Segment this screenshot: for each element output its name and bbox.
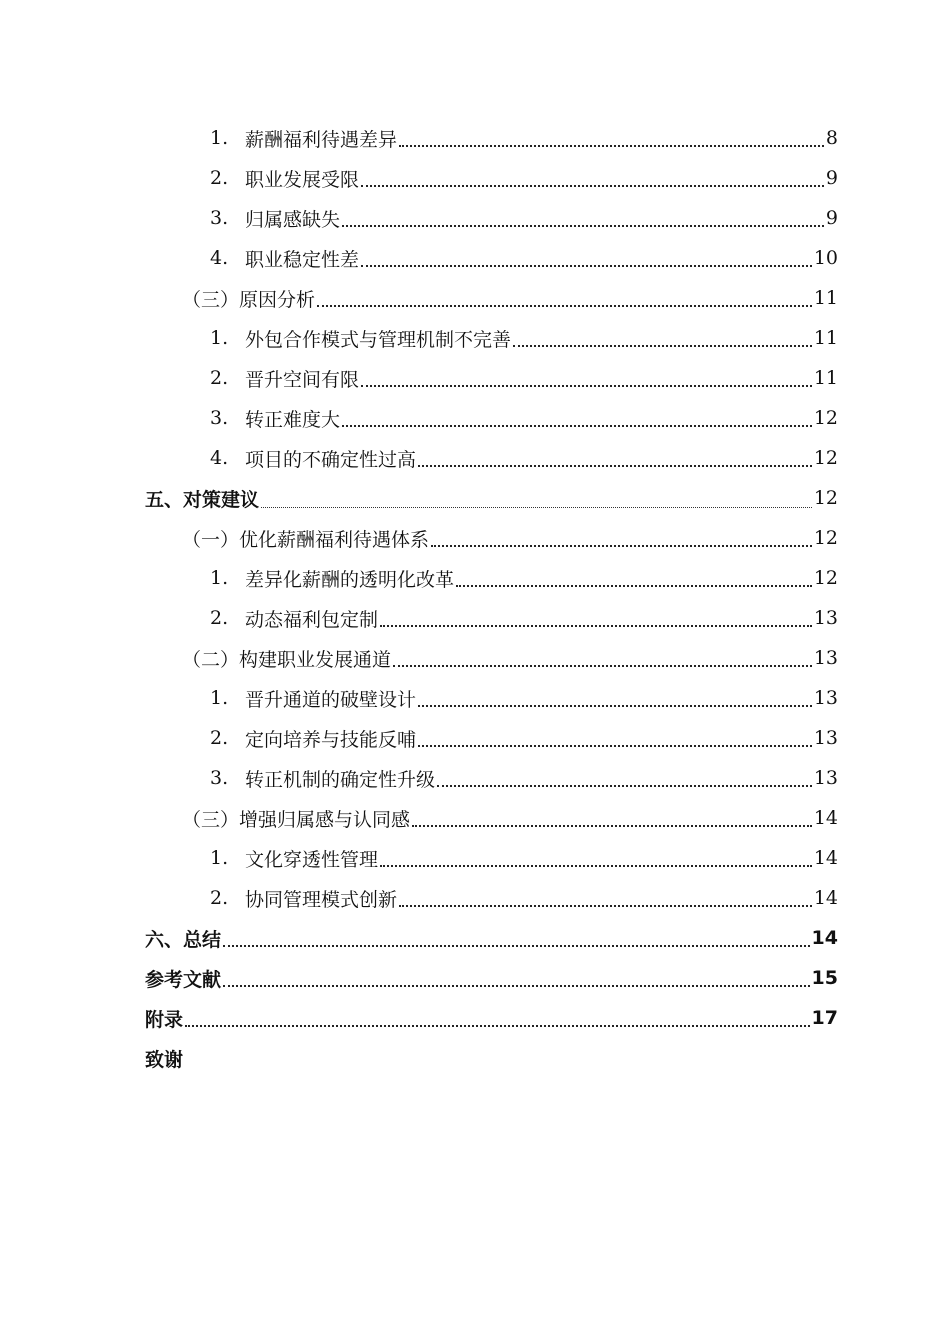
toc-entry[interactable] [210, 838, 838, 878]
toc-dot-leader [418, 745, 812, 747]
toc-entry-title: 协同管理模式创新 [245, 888, 398, 911]
toc-entry[interactable] [210, 118, 838, 158]
toc-dot-leader [361, 265, 812, 267]
toc-entry[interactable] [210, 878, 838, 918]
toc-entry[interactable] [182, 638, 838, 678]
toc-entry-page: 9 [825, 167, 838, 189]
toc-entry-chapter[interactable] [145, 1038, 838, 1078]
toc-dot-leader [361, 185, 824, 187]
toc-entry-title: 晋升通道的破壁设计 [245, 688, 417, 711]
toc-entry[interactable] [182, 798, 838, 838]
toc-dot-leader [223, 945, 810, 947]
toc-dot-leader [393, 665, 812, 667]
toc-entry[interactable] [182, 518, 838, 558]
toc-entry-title: 参考文献 [145, 968, 222, 991]
toc-entry-page: 14 [811, 927, 838, 949]
toc-entry-title: 转正机制的确定性升级 [245, 768, 436, 791]
toc-entry[interactable] [210, 398, 838, 438]
toc-entry[interactable] [210, 318, 838, 358]
toc-entry-number: 1. [210, 127, 229, 149]
toc-entry-chapter[interactable] [145, 478, 838, 518]
toc-dot-leader [418, 465, 812, 467]
toc-entry[interactable] [210, 758, 838, 798]
toc-entry-number: 2. [210, 167, 229, 189]
toc-entry[interactable] [210, 678, 838, 718]
toc-entry-page: 13 [813, 727, 838, 749]
toc-entry-title: （三）原因分析 [182, 288, 316, 311]
toc-entry-number: 4. [210, 447, 229, 469]
toc-entry-page: 14 [813, 887, 838, 909]
toc-dot-leader [412, 825, 812, 827]
toc-entry-page: 14 [813, 807, 838, 829]
toc-entry-page: 11 [813, 327, 838, 349]
toc-entry-title: 动态福利包定制 [245, 608, 379, 631]
toc-dot-leader [342, 425, 812, 427]
toc-entry-page: 13 [813, 607, 838, 629]
toc-entry[interactable] [210, 358, 838, 398]
toc-entry[interactable] [210, 558, 838, 598]
toc-dot-leader [513, 345, 812, 347]
toc-entry-title: 外包合作模式与管理机制不完善 [245, 328, 512, 351]
toc-dot-leader [399, 905, 812, 907]
toc-entry-title: 薪酬福利待遇差异 [245, 128, 398, 151]
toc-entry-page: 12 [813, 567, 838, 589]
toc-entry-page: 17 [811, 1007, 838, 1029]
toc-entry-number: 2. [210, 607, 229, 629]
toc-entry[interactable] [210, 238, 838, 278]
toc-entry-title: 文化穿透性管理 [245, 848, 379, 871]
toc-dot-leader [185, 1025, 810, 1027]
toc-dot-leader [261, 507, 812, 508]
toc-entry-page: 11 [813, 367, 838, 389]
toc-entry[interactable] [210, 158, 838, 198]
toc-dot-leader [380, 865, 812, 867]
toc-entry[interactable] [182, 278, 838, 318]
toc-entry-number: 3. [210, 207, 229, 229]
toc-entry-number: 3. [210, 767, 229, 789]
toc-dot-leader [317, 305, 812, 307]
toc-entry-page: 13 [813, 647, 838, 669]
toc-entry-number: 3. [210, 407, 229, 429]
toc-entry-title: （一）优化薪酬福利待遇体系 [182, 528, 430, 551]
toc-dot-leader [437, 785, 812, 787]
toc-entry-page: 15 [811, 967, 838, 989]
toc-dot-leader [431, 545, 812, 547]
toc-entry[interactable] [210, 598, 838, 638]
toc-entry-title: 晋升空间有限 [245, 368, 360, 391]
toc-entry-page: 12 [813, 407, 838, 429]
toc-entry-number: 2. [210, 367, 229, 389]
toc-entry-page: 12 [813, 527, 838, 549]
toc-dot-leader [418, 705, 812, 707]
toc-dot-leader [361, 385, 812, 387]
toc-entry-page: 9 [825, 207, 838, 229]
toc-entry-title: 职业稳定性差 [245, 248, 360, 271]
toc-entry-number: 1. [210, 687, 229, 709]
toc-entry-chapter[interactable] [145, 958, 838, 998]
toc-entry-title: （二）构建职业发展通道 [182, 648, 392, 671]
toc-entry-title: 五、对策建议 [145, 488, 260, 511]
toc-dot-leader [456, 585, 812, 587]
toc-entry-page: 13 [813, 687, 838, 709]
toc-dot-leader [342, 225, 824, 227]
toc-dot-leader [223, 985, 810, 987]
toc-entry-page: 11 [813, 287, 838, 309]
toc-entry-chapter[interactable] [145, 918, 838, 958]
toc-entry-number: 1. [210, 847, 229, 869]
toc-entry-number: 4. [210, 247, 229, 269]
toc-entry-page: 8 [825, 127, 838, 149]
toc-entry[interactable] [210, 718, 838, 758]
toc-entry-title: 差异化薪酬的透明化改革 [245, 568, 455, 591]
toc-entry-title: 定向培养与技能反哺 [245, 728, 417, 751]
toc-entry-chapter[interactable] [145, 998, 838, 1038]
toc-entry-title: 转正难度大 [245, 408, 341, 431]
toc-entry-number: 2. [210, 727, 229, 749]
toc-entry-page: 10 [813, 247, 838, 269]
toc-entry-title: （三）增强归属感与认同感 [182, 808, 411, 831]
toc-entry-number: 1. [210, 327, 229, 349]
toc-entry-title: 职业发展受限 [245, 168, 360, 191]
toc-entry-title: 致谢 [145, 1048, 184, 1071]
toc-entry-page: 12 [813, 447, 838, 469]
toc-dot-leader [380, 625, 812, 627]
toc-entry-title: 归属感缺失 [245, 208, 341, 231]
toc-entry[interactable] [210, 438, 838, 478]
toc-entry-title: 项目的不确定性过高 [245, 448, 417, 471]
toc-entry-number: 1. [210, 567, 229, 589]
toc-entry[interactable] [210, 198, 838, 238]
toc-entry-page: 13 [813, 767, 838, 789]
toc-entry-page: 12 [813, 487, 838, 509]
toc-entry-title: 附录 [145, 1008, 184, 1031]
toc-dot-leader [399, 145, 824, 147]
toc-entry-number: 2. [210, 887, 229, 909]
toc-entry-title: 六、总结 [145, 928, 222, 951]
toc-entry-page: 14 [813, 847, 838, 869]
